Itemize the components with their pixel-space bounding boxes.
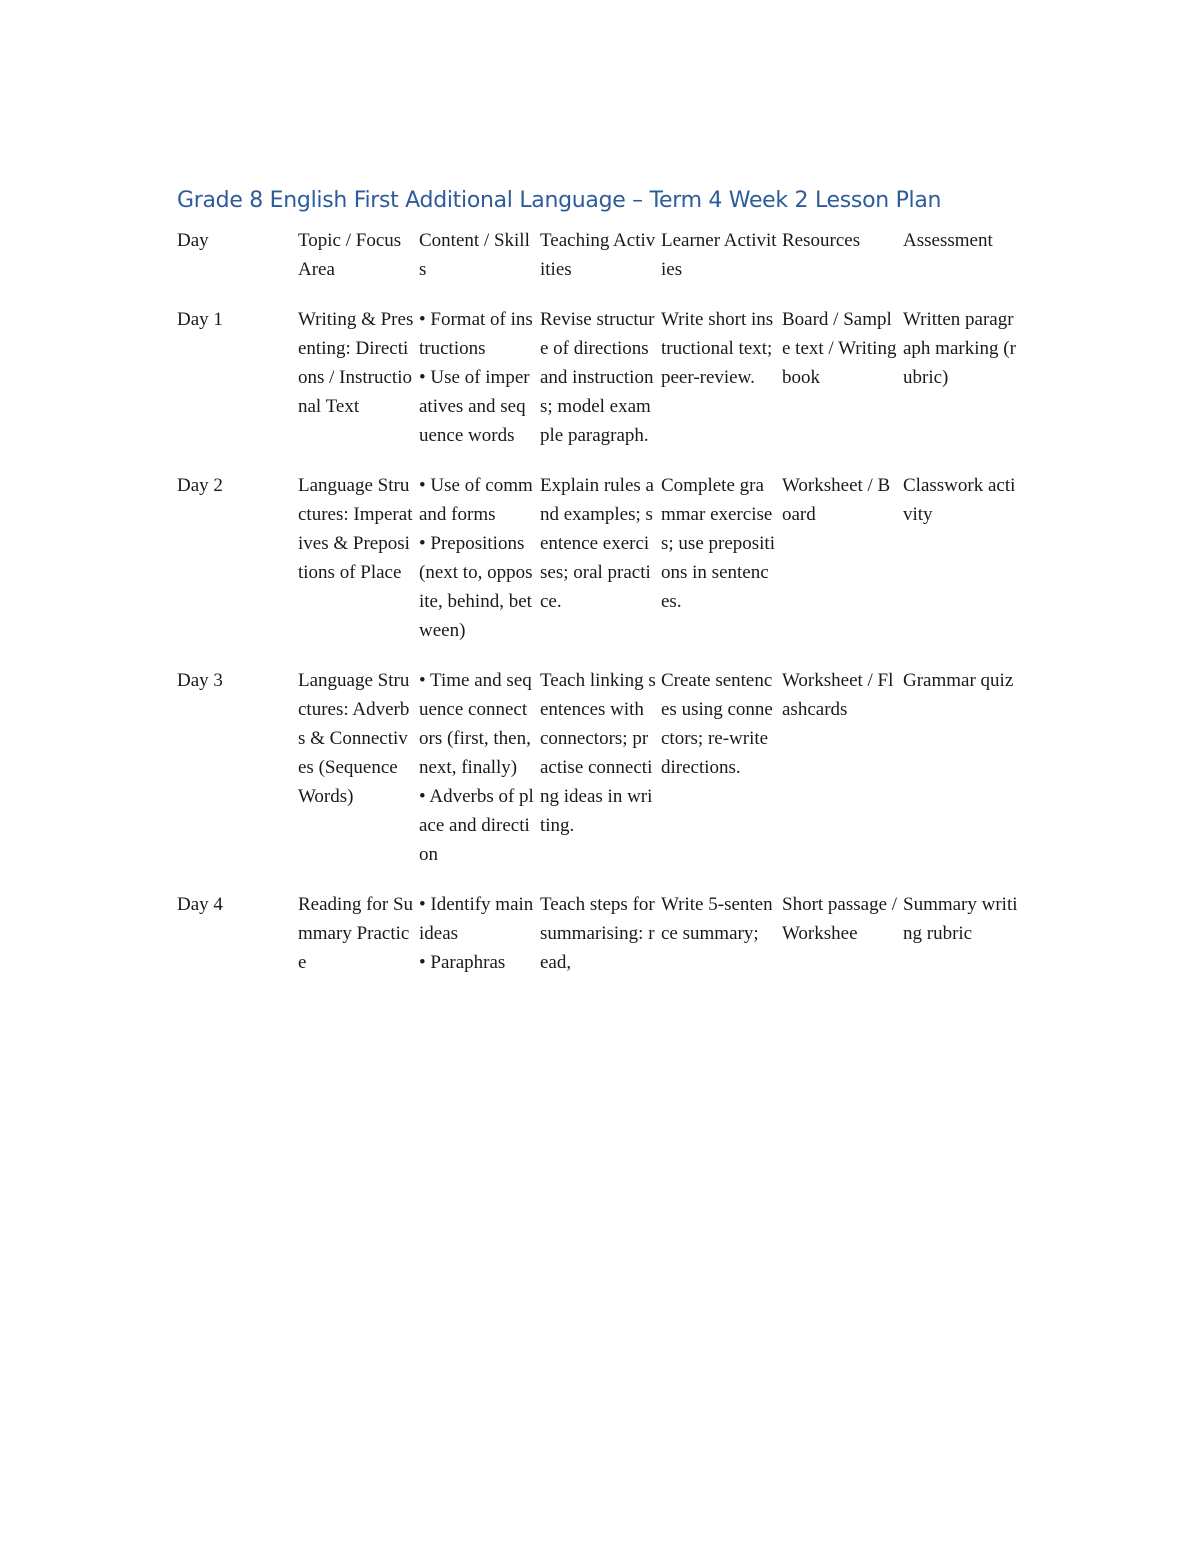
header-teaching: Teaching Activities — [540, 230, 656, 280]
cell-topic: Language Structures: Adverbs & Connectives (Sequence Words) — [298, 670, 410, 807]
cell-teaching: Revise structure of directions and instructions; model example paragraph. — [540, 309, 655, 446]
cell-content — [419, 890, 540, 998]
cell-day: Day 2 — [177, 475, 223, 496]
cell-learner: Create sentences using connectors; re-write directions. — [661, 670, 773, 778]
content-bullet: • Adverbs of place and direction — [419, 786, 534, 865]
cell-resources: Worksheet / Board — [782, 475, 891, 525]
cell-day: Day 3 — [177, 670, 223, 691]
cell-day: Day 4 — [177, 894, 223, 915]
cell-assessment: Written paragraph marking (rubric) — [903, 309, 1016, 388]
cell-teaching: Teach linking sentences with connectors; practise connecting ideas in writing. — [540, 670, 656, 836]
content-bullet: • Use of command forms — [419, 475, 533, 525]
cell-assessment: Summary writing rubric — [903, 894, 1018, 944]
table-row — [177, 890, 1024, 998]
cell-content — [419, 471, 540, 666]
content-bullet: • Prepositions (next to, opposite, behind, between) — [419, 533, 533, 641]
cell-topic: Writing & Presenting: Directions / Instructional Text — [298, 309, 414, 417]
content-bullet: • Paraphras — [419, 952, 506, 973]
lesson-plan-table — [177, 226, 1024, 998]
table-header-row — [177, 226, 1024, 305]
table-row — [177, 666, 1024, 890]
page-title: Grade 8 English First Additional Language – Term 4 Week 2 Lesson Plan — [177, 188, 942, 213]
cell-content — [419, 305, 540, 471]
cell-learner: Write 5-sentence summary; — [661, 894, 773, 944]
cell-learner: Complete grammar exercises; use prepositions in sentences. — [661, 475, 775, 612]
header-topic: Topic / Focus Area — [298, 230, 402, 280]
header-day: Day — [177, 230, 209, 251]
cell-learner: Write short instructional text; peer-review. — [661, 309, 774, 388]
cell-resources: Worksheet / Flashcards — [782, 670, 894, 720]
table-row — [177, 305, 1024, 471]
cell-topic: Reading for Summary Practice — [298, 894, 414, 973]
cell-teaching: Teach steps for summarising: read, — [540, 894, 655, 973]
header-content: Content / Skills — [419, 230, 530, 280]
cell-assessment: Grammar quiz — [903, 670, 1014, 691]
header-resources: Resources — [782, 230, 861, 251]
cell-resources: Short passage / Workshee — [782, 894, 898, 944]
cell-resources: Board / Sample text / Writing book — [782, 309, 897, 388]
cell-day: Day 1 — [177, 309, 223, 330]
header-learner: Learner Activities — [661, 230, 777, 280]
table-row — [177, 471, 1024, 666]
content-bullet: • Identify main ideas — [419, 894, 534, 944]
content-bullet: • Format of instructions — [419, 309, 533, 359]
cell-topic: Language Structures: Imperatives & Prepositions of Place — [298, 475, 413, 583]
content-bullet: • Time and sequence connectors (first, then, next, finally) — [419, 670, 532, 778]
cell-assessment: Classwork activity — [903, 475, 1016, 525]
cell-content — [419, 666, 540, 890]
header-assessment: Assessment — [903, 230, 993, 251]
cell-teaching: Explain rules and examples; sentence exercises; oral practice. — [540, 475, 654, 612]
content-bullet: • Use of imperatives and sequence words — [419, 367, 530, 446]
